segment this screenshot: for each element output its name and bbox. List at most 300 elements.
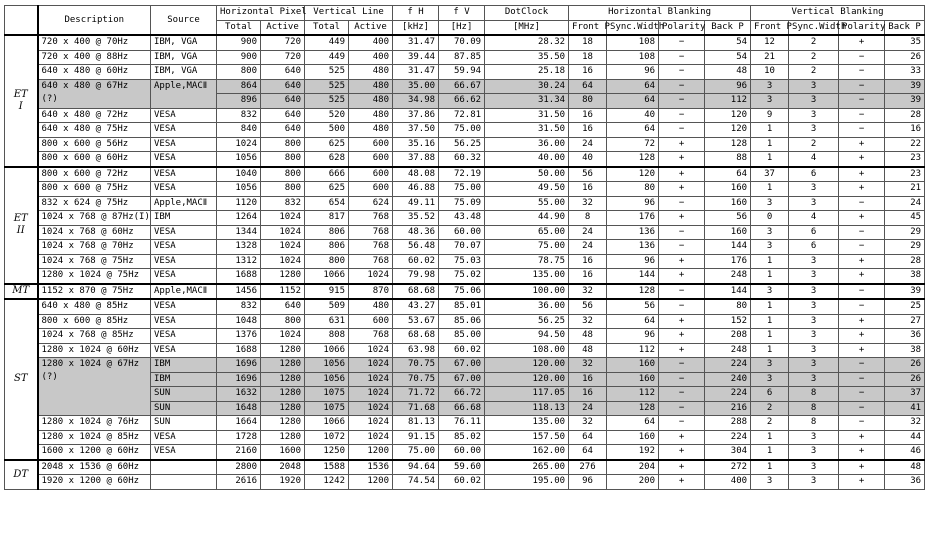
source-cell: SUN bbox=[151, 387, 217, 402]
vl-total: 449 bbox=[305, 50, 349, 65]
vb-front: 2 bbox=[751, 401, 789, 416]
vb-back: 38 bbox=[885, 343, 925, 358]
fv-value: 85.01 bbox=[439, 299, 485, 314]
table-row bbox=[5, 108, 925, 123]
vb-back: 16 bbox=[885, 123, 925, 138]
table-row bbox=[5, 137, 925, 152]
header-dotclock-unit: [MHz] bbox=[485, 20, 569, 35]
vb-front: 12 bbox=[751, 35, 789, 50]
hp-active: 800 bbox=[261, 182, 305, 197]
hb-back: 208 bbox=[705, 329, 751, 344]
hb-polarity: − bbox=[659, 299, 705, 314]
hp-total: 1056 bbox=[217, 182, 261, 197]
hb-sync: 96 bbox=[607, 196, 659, 211]
hb-back: 88 bbox=[705, 152, 751, 167]
vl-total: 1072 bbox=[305, 430, 349, 445]
vb-back: 21 bbox=[885, 182, 925, 197]
hp-total: 1696 bbox=[217, 358, 261, 373]
hb-sync: 176 bbox=[607, 211, 659, 226]
fh-value: 37.88 bbox=[393, 152, 439, 167]
fv-value: 87.85 bbox=[439, 50, 485, 65]
dotclock-value: 35.50 bbox=[485, 50, 569, 65]
vb-polarity: − bbox=[839, 94, 885, 109]
vb-polarity: − bbox=[839, 225, 885, 240]
hb-polarity: + bbox=[659, 329, 705, 344]
source-cell: VESA bbox=[151, 445, 217, 460]
dotclock-value: 31.50 bbox=[485, 123, 569, 138]
vb-polarity: + bbox=[839, 167, 885, 182]
hp-active: 1024 bbox=[261, 225, 305, 240]
fh-value: 31.47 bbox=[393, 35, 439, 50]
table-header bbox=[5, 6, 925, 36]
vb-front: 2 bbox=[751, 416, 789, 431]
hp-total: 2616 bbox=[217, 475, 261, 490]
hb-polarity: + bbox=[659, 314, 705, 329]
vb-front: 3 bbox=[751, 240, 789, 255]
vb-front: 1 bbox=[751, 269, 789, 284]
vb-front: 3 bbox=[751, 358, 789, 373]
hp-active: 1280 bbox=[261, 343, 305, 358]
dotclock-value: 49.50 bbox=[485, 182, 569, 197]
dotclock-value: 117.05 bbox=[485, 387, 569, 402]
vl-total: 1066 bbox=[305, 416, 349, 431]
vb-polarity: − bbox=[839, 196, 885, 211]
hb-back: 400 bbox=[705, 475, 751, 490]
header-horizontal-blanking: Horizontal Blanking bbox=[569, 6, 751, 21]
hb-back: 120 bbox=[705, 108, 751, 123]
vb-sync: 3 bbox=[789, 182, 839, 197]
table-row bbox=[5, 123, 925, 138]
table-row bbox=[5, 79, 925, 94]
description-cell: 1280 x 1024 @ 60Hz bbox=[38, 343, 151, 358]
hb-back: 248 bbox=[705, 269, 751, 284]
header-vb-sync: Sync.Width bbox=[789, 20, 839, 35]
vb-back: 36 bbox=[885, 329, 925, 344]
hp-active: 800 bbox=[261, 167, 305, 182]
dotclock-value: 75.00 bbox=[485, 240, 569, 255]
vl-active: 624 bbox=[349, 196, 393, 211]
table-row bbox=[5, 314, 925, 329]
dotclock-value: 135.00 bbox=[485, 269, 569, 284]
table-row bbox=[5, 152, 925, 167]
vb-sync: 3 bbox=[789, 254, 839, 269]
vb-polarity: − bbox=[839, 123, 885, 138]
vl-active: 1024 bbox=[349, 387, 393, 402]
hp-active: 640 bbox=[261, 123, 305, 138]
header-source: Source bbox=[151, 6, 217, 36]
vl-active: 480 bbox=[349, 123, 393, 138]
hb-sync: 128 bbox=[607, 401, 659, 416]
hb-polarity: + bbox=[659, 445, 705, 460]
vb-back: 25 bbox=[885, 299, 925, 314]
vb-sync: 3 bbox=[789, 314, 839, 329]
description-cell: 640 x 480 @ 85Hz bbox=[38, 299, 151, 314]
timing-table-container bbox=[4, 5, 922, 490]
hp-active: 1920 bbox=[261, 475, 305, 490]
description-cell: 1280 x 1024 @ 67Hz (?) bbox=[38, 358, 151, 416]
vb-polarity: − bbox=[839, 284, 885, 300]
table-row bbox=[5, 416, 925, 431]
hb-front: 48 bbox=[569, 343, 607, 358]
fv-value: 66.62 bbox=[439, 94, 485, 109]
header-vl-active: Active bbox=[349, 20, 393, 35]
vb-back: 24 bbox=[885, 196, 925, 211]
vl-active: 480 bbox=[349, 108, 393, 123]
vb-back: 44 bbox=[885, 430, 925, 445]
table-row bbox=[5, 299, 925, 314]
vl-total: 1056 bbox=[305, 372, 349, 387]
dotclock-value: 30.24 bbox=[485, 79, 569, 94]
header-fh: f H bbox=[393, 6, 439, 21]
source-cell: IBM bbox=[151, 358, 217, 373]
description-cell: 720 x 400 @ 88Hz bbox=[38, 50, 151, 65]
fh-value: 39.44 bbox=[393, 50, 439, 65]
vl-active: 600 bbox=[349, 137, 393, 152]
fh-value: 53.67 bbox=[393, 314, 439, 329]
description-cell: 1280 x 1024 @ 75Hz bbox=[38, 269, 151, 284]
hp-active: 1280 bbox=[261, 430, 305, 445]
table-row bbox=[5, 182, 925, 197]
source-cell: IBM, VGA bbox=[151, 50, 217, 65]
hb-front: 24 bbox=[569, 137, 607, 152]
description-cell: 640 x 480 @ 72Hz bbox=[38, 108, 151, 123]
hb-back: 288 bbox=[705, 416, 751, 431]
dotclock-value: 120.00 bbox=[485, 372, 569, 387]
table-row bbox=[5, 358, 925, 373]
vb-front: 1 bbox=[751, 299, 789, 314]
vl-total: 800 bbox=[305, 254, 349, 269]
vl-active: 400 bbox=[349, 35, 393, 50]
header-hb-back: Back P bbox=[705, 20, 751, 35]
vb-sync: 3 bbox=[789, 358, 839, 373]
hb-back: 112 bbox=[705, 94, 751, 109]
hp-active: 800 bbox=[261, 152, 305, 167]
hb-front: 32 bbox=[569, 196, 607, 211]
hp-total: 1344 bbox=[217, 225, 261, 240]
vb-back: 39 bbox=[885, 79, 925, 94]
vb-polarity: + bbox=[839, 269, 885, 284]
vb-front: 3 bbox=[751, 475, 789, 490]
vb-back: 28 bbox=[885, 108, 925, 123]
description-cell: 1024 x 768 @ 60Hz bbox=[38, 225, 151, 240]
hp-total: 1632 bbox=[217, 387, 261, 402]
hb-back: 176 bbox=[705, 254, 751, 269]
vl-active: 600 bbox=[349, 314, 393, 329]
hp-active: 1600 bbox=[261, 445, 305, 460]
hb-sync: 160 bbox=[607, 358, 659, 373]
vl-active: 480 bbox=[349, 65, 393, 80]
vl-total: 666 bbox=[305, 167, 349, 182]
source-cell: IBM, VGA bbox=[151, 35, 217, 50]
header-description: Description bbox=[38, 6, 151, 36]
fv-value: 75.09 bbox=[439, 196, 485, 211]
fv-value: 67.00 bbox=[439, 358, 485, 373]
hb-front: 24 bbox=[569, 401, 607, 416]
hb-front: 56 bbox=[569, 299, 607, 314]
description-cell: 2048 x 1536 @ 60Hz bbox=[38, 460, 151, 475]
hb-polarity: − bbox=[659, 65, 705, 80]
dotclock-value: 40.00 bbox=[485, 152, 569, 167]
hb-back: 160 bbox=[705, 182, 751, 197]
fh-value: 63.98 bbox=[393, 343, 439, 358]
vl-active: 768 bbox=[349, 211, 393, 226]
hb-front: 16 bbox=[569, 123, 607, 138]
hb-polarity: + bbox=[659, 137, 705, 152]
fv-value: 70.07 bbox=[439, 240, 485, 255]
vb-back: 26 bbox=[885, 358, 925, 373]
vb-front: 9 bbox=[751, 108, 789, 123]
hb-sync: 64 bbox=[607, 79, 659, 94]
fv-value: 56.25 bbox=[439, 137, 485, 152]
source-cell: VESA bbox=[151, 343, 217, 358]
vb-front: 1 bbox=[751, 460, 789, 475]
fv-value: 66.67 bbox=[439, 79, 485, 94]
hp-total: 1312 bbox=[217, 254, 261, 269]
vb-sync: 3 bbox=[789, 123, 839, 138]
hb-back: 54 bbox=[705, 50, 751, 65]
dotclock-value: 44.90 bbox=[485, 211, 569, 226]
vb-sync: 3 bbox=[789, 372, 839, 387]
vb-polarity: + bbox=[839, 460, 885, 475]
hp-total: 800 bbox=[217, 65, 261, 80]
hb-back: 240 bbox=[705, 372, 751, 387]
hb-sync: 160 bbox=[607, 430, 659, 445]
hb-back: 144 bbox=[705, 284, 751, 300]
hb-front: 32 bbox=[569, 314, 607, 329]
hp-total: 1456 bbox=[217, 284, 261, 300]
header-dotclock: DotClock bbox=[485, 6, 569, 21]
source-cell: IBM bbox=[151, 211, 217, 226]
hp-active: 1280 bbox=[261, 401, 305, 416]
hp-total: 1664 bbox=[217, 416, 261, 431]
hb-back: 248 bbox=[705, 343, 751, 358]
dotclock-value: 108.00 bbox=[485, 343, 569, 358]
vb-sync: 6 bbox=[789, 240, 839, 255]
vl-active: 1024 bbox=[349, 372, 393, 387]
vb-sync: 8 bbox=[789, 401, 839, 416]
hb-polarity: − bbox=[659, 401, 705, 416]
hp-active: 640 bbox=[261, 108, 305, 123]
header-fv: f V bbox=[439, 6, 485, 21]
vb-front: 1 bbox=[751, 254, 789, 269]
hb-polarity: + bbox=[659, 460, 705, 475]
vb-sync: 3 bbox=[789, 299, 839, 314]
header-fh-unit: [kHz] bbox=[393, 20, 439, 35]
dotclock-value: 31.50 bbox=[485, 108, 569, 123]
vb-sync: 2 bbox=[789, 65, 839, 80]
vb-front: 3 bbox=[751, 94, 789, 109]
hp-total: 1728 bbox=[217, 430, 261, 445]
hb-front: 276 bbox=[569, 460, 607, 475]
hp-total: 832 bbox=[217, 299, 261, 314]
fh-value: 71.68 bbox=[393, 401, 439, 416]
fh-value: 56.48 bbox=[393, 240, 439, 255]
table-row bbox=[5, 460, 925, 475]
hp-active: 1280 bbox=[261, 358, 305, 373]
hb-polarity: − bbox=[659, 196, 705, 211]
hp-active: 720 bbox=[261, 50, 305, 65]
fh-value: 37.50 bbox=[393, 123, 439, 138]
vl-active: 600 bbox=[349, 182, 393, 197]
dotclock-value: 50.00 bbox=[485, 167, 569, 182]
hb-polarity: + bbox=[659, 211, 705, 226]
vb-back: 22 bbox=[885, 137, 925, 152]
fv-value: 60.00 bbox=[439, 225, 485, 240]
vb-back: 33 bbox=[885, 65, 925, 80]
vl-active: 1024 bbox=[349, 401, 393, 416]
vb-sync: 6 bbox=[789, 225, 839, 240]
hb-back: 80 bbox=[705, 299, 751, 314]
hp-active: 800 bbox=[261, 137, 305, 152]
hp-active: 1152 bbox=[261, 284, 305, 300]
vb-front: 1 bbox=[751, 329, 789, 344]
hb-front: 16 bbox=[569, 65, 607, 80]
vb-polarity: + bbox=[839, 152, 885, 167]
dotclock-value: 118.13 bbox=[485, 401, 569, 416]
fv-value: 60.02 bbox=[439, 343, 485, 358]
hb-front: 24 bbox=[569, 225, 607, 240]
header-vb-front: Front P bbox=[751, 20, 789, 35]
vl-total: 1250 bbox=[305, 445, 349, 460]
group-label: ET II bbox=[5, 167, 38, 284]
fv-value: 85.02 bbox=[439, 430, 485, 445]
hb-back: 54 bbox=[705, 35, 751, 50]
vb-front: 3 bbox=[751, 225, 789, 240]
vb-polarity: + bbox=[839, 314, 885, 329]
hb-front: 32 bbox=[569, 284, 607, 300]
hp-active: 640 bbox=[261, 299, 305, 314]
source-cell: VESA bbox=[151, 137, 217, 152]
corner-cell bbox=[5, 6, 38, 36]
vb-back: 39 bbox=[885, 94, 925, 109]
dotclock-value: 36.00 bbox=[485, 137, 569, 152]
fh-value: 70.75 bbox=[393, 372, 439, 387]
vl-active: 600 bbox=[349, 167, 393, 182]
fv-value: 60.32 bbox=[439, 152, 485, 167]
hb-polarity: − bbox=[659, 108, 705, 123]
vl-active: 400 bbox=[349, 50, 393, 65]
source-cell: IBM, VGA bbox=[151, 65, 217, 80]
hb-polarity: + bbox=[659, 475, 705, 490]
hb-back: 216 bbox=[705, 401, 751, 416]
vb-polarity: − bbox=[839, 387, 885, 402]
vb-polarity: + bbox=[839, 35, 885, 50]
hb-sync: 204 bbox=[607, 460, 659, 475]
fv-value: 59.60 bbox=[439, 460, 485, 475]
source-cell: VESA bbox=[151, 225, 217, 240]
hb-sync: 72 bbox=[607, 137, 659, 152]
hb-sync: 136 bbox=[607, 225, 659, 240]
hp-total: 1696 bbox=[217, 372, 261, 387]
vl-total: 806 bbox=[305, 240, 349, 255]
fh-value: 34.98 bbox=[393, 94, 439, 109]
vb-polarity: + bbox=[839, 445, 885, 460]
vb-sync: 4 bbox=[789, 211, 839, 226]
hb-sync: 160 bbox=[607, 372, 659, 387]
vb-back: 27 bbox=[885, 314, 925, 329]
header-vb-polarity: Polarity bbox=[839, 20, 885, 35]
table-row bbox=[5, 445, 925, 460]
hb-back: 48 bbox=[705, 65, 751, 80]
source-cell: VESA bbox=[151, 314, 217, 329]
hb-polarity: + bbox=[659, 254, 705, 269]
hp-active: 1024 bbox=[261, 329, 305, 344]
source-cell: Apple,MACⅡ bbox=[151, 196, 217, 211]
vl-total: 1588 bbox=[305, 460, 349, 475]
hb-back: 224 bbox=[705, 358, 751, 373]
vl-active: 768 bbox=[349, 254, 393, 269]
vb-polarity: − bbox=[839, 401, 885, 416]
hb-front: 16 bbox=[569, 108, 607, 123]
vb-front: 3 bbox=[751, 196, 789, 211]
vl-total: 525 bbox=[305, 79, 349, 94]
fh-value: 75.00 bbox=[393, 445, 439, 460]
hb-back: 224 bbox=[705, 430, 751, 445]
vb-polarity: + bbox=[839, 430, 885, 445]
dotclock-value: 195.00 bbox=[485, 475, 569, 490]
hb-back: 160 bbox=[705, 225, 751, 240]
source-cell: VESA bbox=[151, 152, 217, 167]
dotclock-value: 65.00 bbox=[485, 225, 569, 240]
vb-back: 32 bbox=[885, 416, 925, 431]
hp-total: 1328 bbox=[217, 240, 261, 255]
hb-front: 18 bbox=[569, 35, 607, 50]
hb-polarity: − bbox=[659, 372, 705, 387]
vb-back: 48 bbox=[885, 460, 925, 475]
group-label: MT bbox=[5, 284, 38, 300]
hb-polarity: − bbox=[659, 94, 705, 109]
vb-front: 6 bbox=[751, 387, 789, 402]
source-cell: Apple,MACⅡ bbox=[151, 79, 217, 108]
description-cell: 1024 x 768 @ 75Hz bbox=[38, 254, 151, 269]
hb-sync: 112 bbox=[607, 387, 659, 402]
table-row bbox=[5, 343, 925, 358]
vb-front: 1 bbox=[751, 445, 789, 460]
fh-value: 81.13 bbox=[393, 416, 439, 431]
hb-front: 40 bbox=[569, 152, 607, 167]
hp-active: 832 bbox=[261, 196, 305, 211]
hb-front: 64 bbox=[569, 79, 607, 94]
hp-active: 1024 bbox=[261, 254, 305, 269]
hb-sync: 108 bbox=[607, 50, 659, 65]
hp-total: 1120 bbox=[217, 196, 261, 211]
hb-sync: 64 bbox=[607, 123, 659, 138]
vl-active: 600 bbox=[349, 152, 393, 167]
vb-back: 26 bbox=[885, 372, 925, 387]
vb-sync: 3 bbox=[789, 284, 839, 300]
description-cell: 1024 x 768 @ 87Hz(I) bbox=[38, 211, 151, 226]
hb-polarity: + bbox=[659, 182, 705, 197]
hb-polarity: − bbox=[659, 358, 705, 373]
fv-value: 75.00 bbox=[439, 123, 485, 138]
vb-sync: 8 bbox=[789, 416, 839, 431]
hb-back: 56 bbox=[705, 211, 751, 226]
fv-value: 75.00 bbox=[439, 182, 485, 197]
vb-sync: 3 bbox=[789, 475, 839, 490]
vb-back: 35 bbox=[885, 35, 925, 50]
vb-polarity: + bbox=[839, 475, 885, 490]
hb-front: 80 bbox=[569, 94, 607, 109]
vb-sync: 6 bbox=[789, 167, 839, 182]
fv-value: 60.00 bbox=[439, 445, 485, 460]
vb-back: 46 bbox=[885, 445, 925, 460]
fv-value: 85.06 bbox=[439, 314, 485, 329]
vb-back: 37 bbox=[885, 387, 925, 402]
fh-value: 71.72 bbox=[393, 387, 439, 402]
description-cell: 800 x 600 @ 75Hz bbox=[38, 182, 151, 197]
vb-polarity: − bbox=[839, 50, 885, 65]
description-cell: 800 x 600 @ 56Hz bbox=[38, 137, 151, 152]
